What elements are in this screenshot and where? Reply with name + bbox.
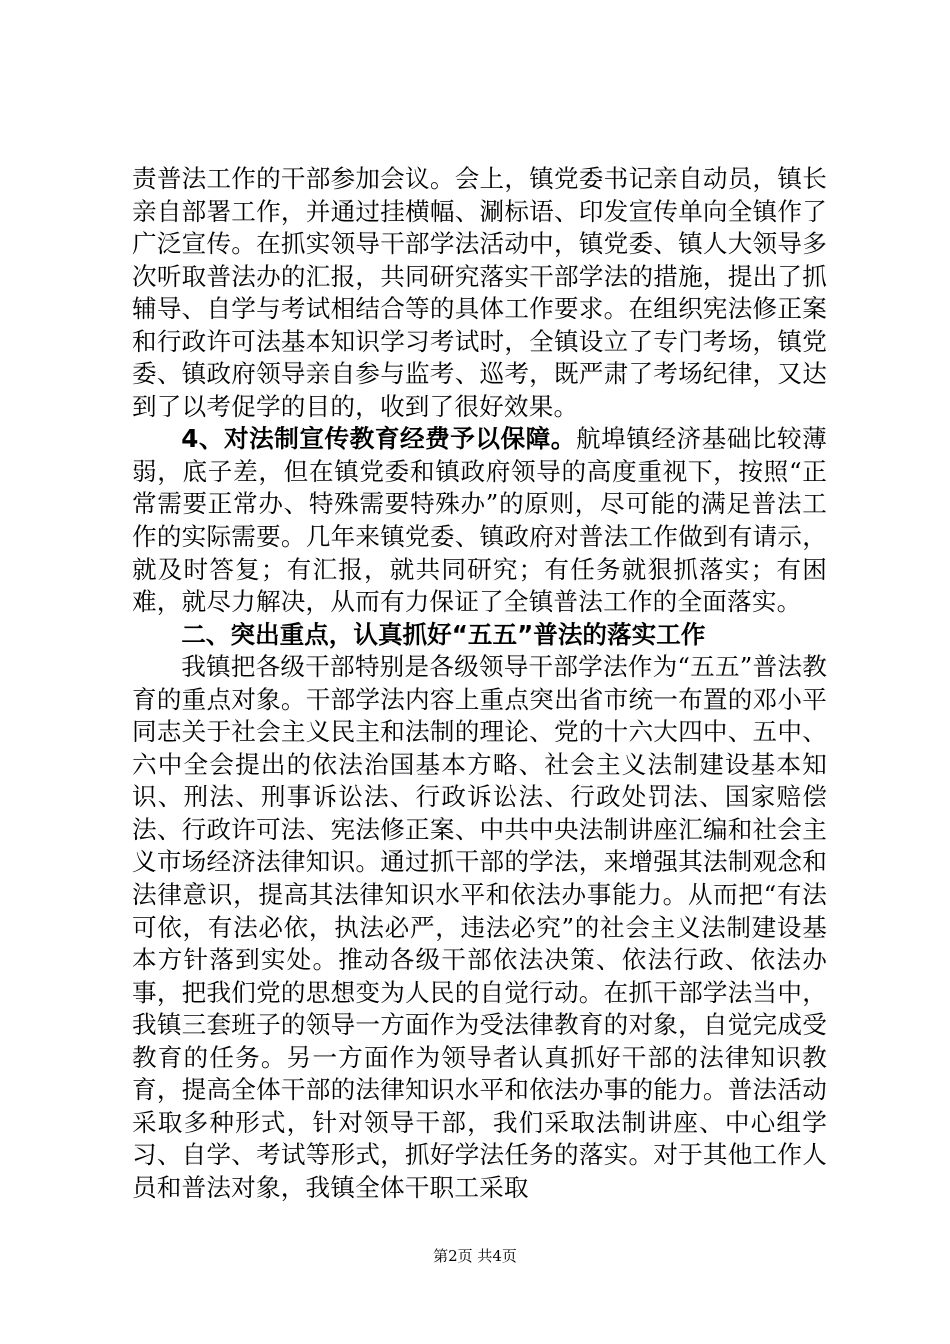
paragraph-lead-heading: 4、对法制宣传教育经费予以保障。 [181, 424, 576, 454]
paragraph-text: 责普法工作的干部参加会议。会上，镇党委书记亲自动员，镇长亲自部署工作，并通过挂横幅、涮标语、印发宣传单向全镇作了广泛宣传。在抓实领导干部学法活动中，镇党委、镇人大领导多次听取普法办的汇报，共同研究落实干部学法的措施，提出了抓辅导、自学与考试相结合等的具体工作要求。在组织宪法修正案和行政许可法基本知识学习考试时，全镇设立了专门考场，镇党委、镇政府领导亲自参与监考、巡考，既严肃了考场纪律，又达到了以考促学的目的，收到了很好效果。 [132, 164, 827, 421]
paragraph-text: 航埠镇经济基础比较薄弱，底子差，但在镇党委和镇政府领导的高度重视下，按照“正常需要正常办、特殊需要特殊办”的原则，尽可能的满足普法工作的实际需要。几年来镇党委、镇政府对普法工作做到有请示，就及时答复；有汇报，就共同研究；有任务就狠抓落实；有困难，就尽力解决，从而有力保证了全镇普法工作的全面落实。 [132, 424, 827, 617]
section-heading [132, 619, 827, 652]
paragraph-text: 我镇把各级干部特别是各级领导干部学法作为“五五”普法教育的重点对象。干部学法内容上重点突出省市统一布置的邓小平同志关于社会主义民主和法制的理论、党的十六大四中、五中、六中全会提出的依法治国基本方略、社会主义法制建设基本知识、刑法、刑事诉讼法、行政诉讼法、行政处罚法、国家赔偿法、行政许可法、宪法修正案、中共中央法制讲座汇编和社会主义市场经济法律知识。通过抓干部的学法，来增强其法制观念和法律意识，提高其法律知识水平和依法办事能力。从而把“有法可依，有法必依，执法必严，违法必究”的社会主义法制建设基本方针落到实处。推动各级干部依法决策、依法行政、依法办事，把我们党的思想变为人民的自觉行动。在抓干部学法当中，我镇三套班子的领导一方面作为受法律教育的对象，自觉完成受教育的任务。另一方面作为领导者认真抓好干部的法律知识教育，提高全体干部的法律知识水平和依法办事的能力。普法活动采取多种形式，针对领导干部，我们采取法制讲座、中心组学习、自学、考试等形式，抓好学法任务的落实。对于其他工作人员和普法对象，我镇全体干职工采取 [132, 652, 827, 1202]
page-number-label: 第2页 共4页 [433, 1247, 517, 1265]
section-heading-text: 二、突出重点，认真抓好“五五”普法的落实工作 [181, 619, 706, 649]
paragraph-cadre-study [132, 651, 827, 1204]
paragraph-funding-guarantee [132, 423, 827, 618]
paragraph-continuation [132, 163, 827, 423]
document-body [132, 163, 827, 1205]
page-footer [0, 1246, 950, 1266]
